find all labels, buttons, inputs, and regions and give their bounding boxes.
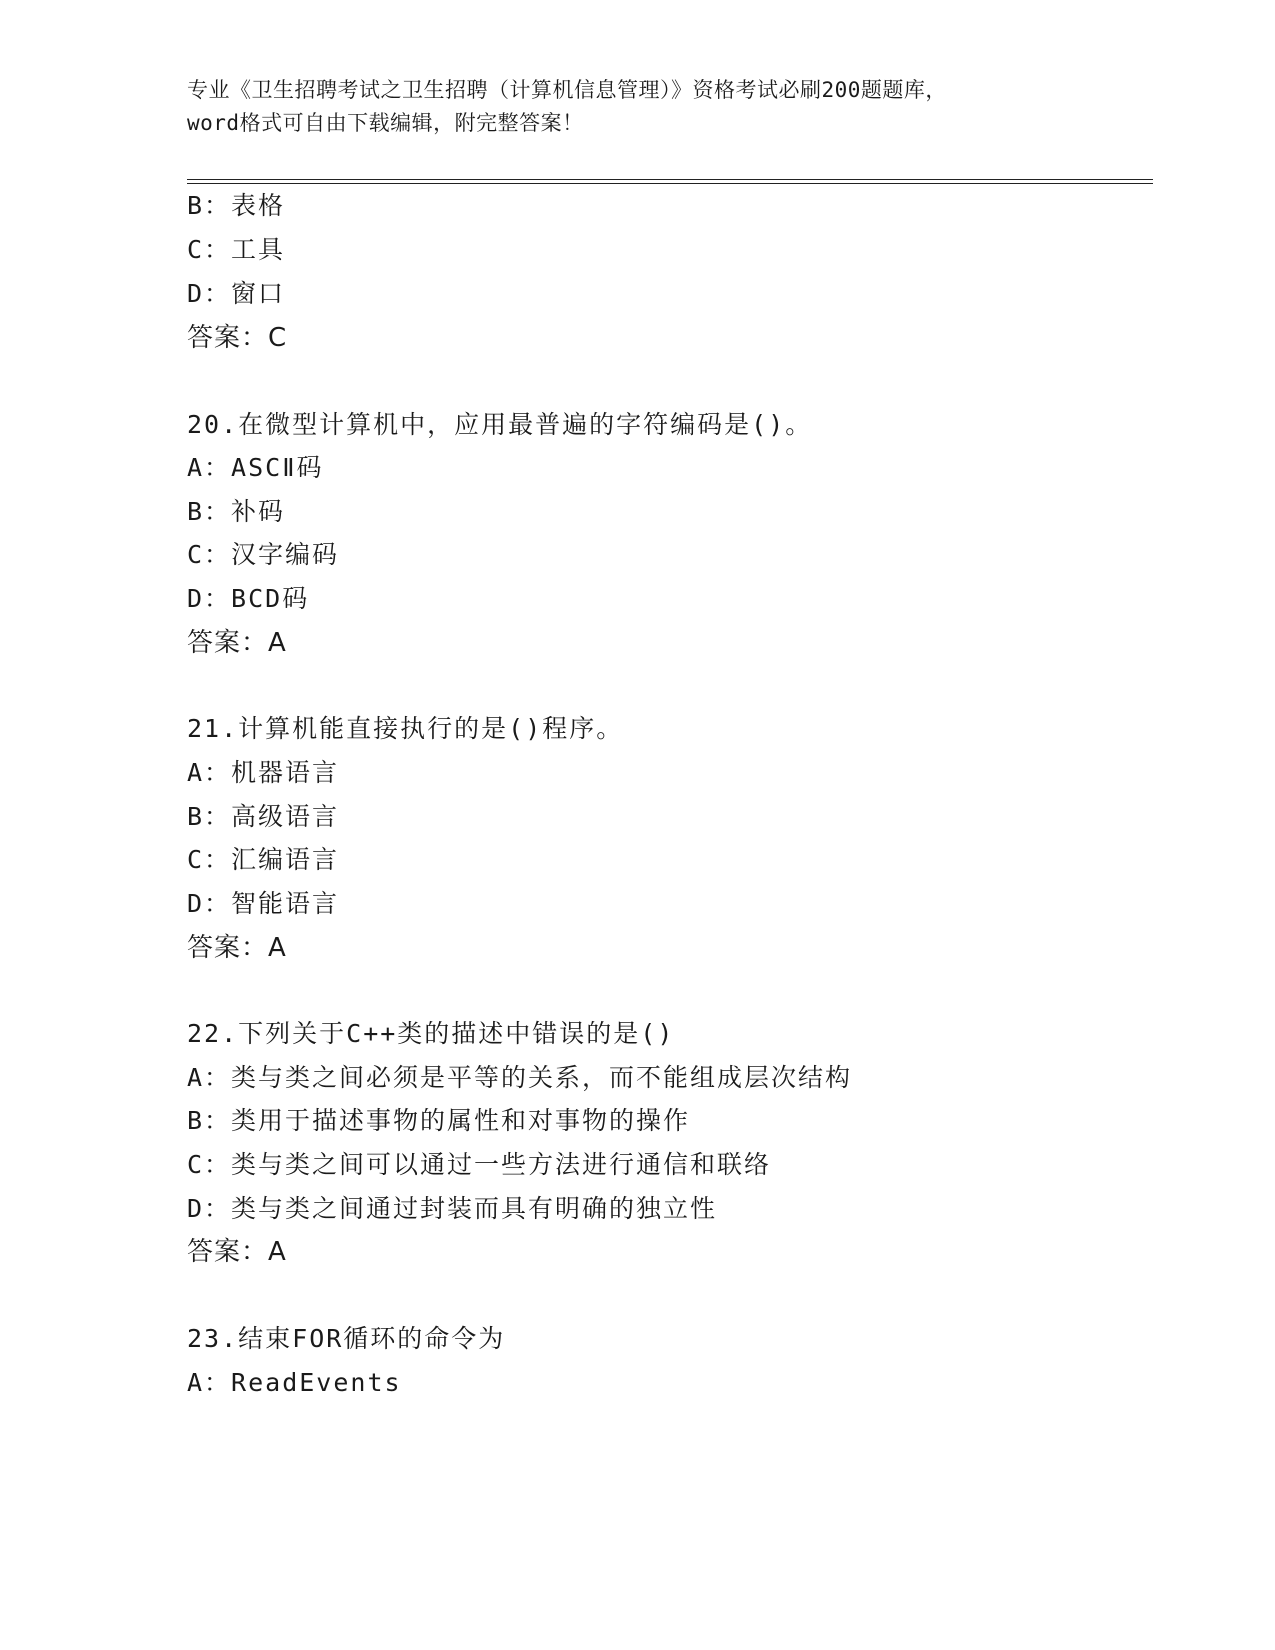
header-title-line-2: word格式可自由下载编辑，附完整答案！ [187, 111, 584, 135]
question-22-option-b: B：类用于描述事物的属性和对事物的操作 [187, 1106, 691, 1135]
header-divider-top [187, 179, 1153, 180]
question-21-option-d: D：智能语言 [187, 889, 340, 918]
question-20-option-d: D：BCD码 [187, 584, 310, 613]
question-21-option-a: A：机器语言 [187, 758, 340, 787]
document-header [187, 74, 1087, 140]
question-20-option-c: C：汉字编码 [187, 540, 340, 569]
question-21-option-c: C：汇编语言 [187, 845, 340, 874]
question-20-option-b: B：补码 [187, 497, 286, 526]
question-21-option-b: B：高级语言 [187, 802, 340, 831]
prev-option-d: D：窗口 [187, 279, 286, 308]
question-22-answer: 答案：A [187, 1237, 287, 1267]
question-23-option-a: A：ReadEvents [187, 1368, 402, 1397]
question-20-answer: 答案：A [187, 628, 287, 658]
question-22-stem: 22.下列关于C++类的描述中错误的是() [187, 1019, 675, 1048]
question-22-option-c: C：类与类之间可以通过一些方法进行通信和联络 [187, 1150, 772, 1179]
prev-answer: 答案：C [187, 323, 288, 353]
question-21-stem: 21.计算机能直接执行的是()程序。 [187, 714, 624, 743]
prev-option-b: B：表格 [187, 191, 286, 220]
prev-option-c: C：工具 [187, 235, 286, 264]
question-22-option-a: A：类与类之间必须是平等的关系，而不能组成层次结构 [187, 1063, 853, 1092]
header-divider-bottom [187, 183, 1153, 184]
question-23-stem: 23.结束FOR循环的命令为 [187, 1324, 506, 1353]
question-20-stem: 20.在微型计算机中，应用最普遍的字符编码是()。 [187, 410, 813, 439]
header-title-line-1: 专业《卫生招聘考试之卫生招聘（计算机信息管理）》资格考试必刷200题题库， [187, 78, 947, 102]
question-21-answer: 答案：A [187, 933, 287, 963]
question-22-option-d: D：类与类之间通过封装而具有明确的独立性 [187, 1194, 718, 1223]
question-20-option-a: A：ASCⅡ码 [187, 453, 324, 482]
